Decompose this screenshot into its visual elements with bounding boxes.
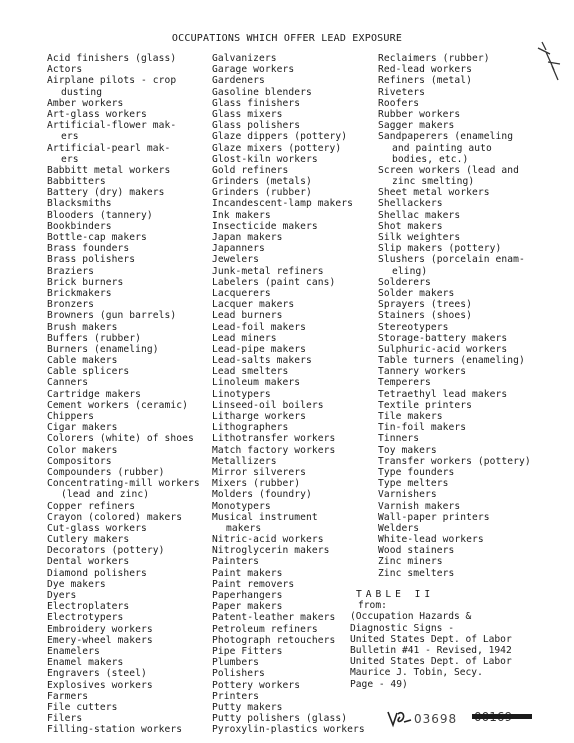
occupation-entry: Rubber workers xyxy=(378,108,461,120)
occupation-entry: Plumbers xyxy=(212,657,260,669)
table-source-line: United States Dept. of Labor xyxy=(350,656,512,668)
occupation-entry: Type melters xyxy=(378,478,449,490)
occupation-entry: Tin-foil makers xyxy=(378,422,467,434)
occupation-entry: Paint removers xyxy=(212,578,295,590)
occupation-entry: Electrotypers xyxy=(47,612,124,624)
occupation-entry: and painting auto xyxy=(392,142,492,154)
occupation-entry: Copper refiners xyxy=(47,500,136,512)
occupation-entry: Engravers (steel) xyxy=(47,668,147,680)
handwritten-initials xyxy=(386,708,414,728)
occupation-entry: Transfer workers (pottery) xyxy=(378,455,531,467)
occupation-entry: Welders xyxy=(378,522,420,534)
table-source-line: (Occupation Hazards & xyxy=(350,611,472,623)
struck-out-number xyxy=(472,709,532,725)
occupation-entry: Emery-wheel makers xyxy=(47,634,153,646)
occupation-entry: Paper makers xyxy=(212,601,283,613)
table-source-line: Page - 49) xyxy=(350,678,408,690)
occupation-entry: Brush makers xyxy=(47,321,118,333)
occupation-entry: Lead-foil makers xyxy=(212,321,307,333)
occupation-entry: Battery (dry) makers xyxy=(47,187,165,199)
occupation-entry: Zinc miners xyxy=(378,556,443,568)
table-source-line: Diagnostic Signs - xyxy=(350,622,454,634)
occupation-entry: Insecticide makers xyxy=(212,220,318,232)
table-source-note xyxy=(350,589,512,690)
occupation-column-1 xyxy=(47,53,212,735)
occupation-entry: Paint makers xyxy=(212,567,283,579)
occupation-entry: Varnishers xyxy=(378,489,437,501)
occupation-entry: Match factory workers xyxy=(212,444,336,456)
occupation-entry: Paperhangers xyxy=(212,590,283,601)
occupation-entry: Toy makers xyxy=(378,444,437,456)
occupation-entry: Silk weighters xyxy=(378,232,461,243)
occupation-entry: Glass finishers xyxy=(212,97,301,109)
occupation-entry: Cigar makers xyxy=(47,422,118,434)
occupation-entry: Diamond polishers xyxy=(47,567,147,579)
occupation-entry: Gardeners xyxy=(212,75,265,87)
occupation-entry: eling) xyxy=(392,265,428,277)
occupation-entry: Mixers (rubber) xyxy=(212,478,301,490)
occupation-entry: Airplane pilots - crop xyxy=(47,75,177,87)
occupation-entry: Japan makers xyxy=(212,232,283,243)
occupation-entry: Farmers xyxy=(47,690,89,702)
occupation-entry: Solderers xyxy=(378,276,431,288)
occupation-entry: Storage-battery makers xyxy=(378,332,508,344)
occupation-entry: Lead miners xyxy=(212,332,277,344)
occupation-entry: Filling-station workers xyxy=(47,724,183,736)
occupation-entry: (lead and zinc) xyxy=(61,489,150,501)
occupation-entry: Linseed-oil boilers xyxy=(212,399,324,411)
occupation-entry: Cut-glass workers xyxy=(47,522,147,534)
document-title: OCCUPATIONS WHICH OFFER LEAD EXPOSURE xyxy=(171,33,403,44)
occupation-entry: Enamelers xyxy=(47,645,100,657)
occupation-entry: Blacksmiths xyxy=(47,198,112,210)
occupation-entry: Glost-kiln workers xyxy=(212,153,318,165)
occupation-entry: Grinders (metals) xyxy=(212,176,312,188)
occupation-entry: Brick burners xyxy=(47,276,124,288)
occupation-entry: Polishers xyxy=(212,668,265,680)
occupation-entry: Metallizers xyxy=(212,455,277,467)
occupation-entry: Babbitt metal workers xyxy=(47,164,171,176)
occupation-entry: Pottery workers xyxy=(212,679,301,691)
occupation-entry: Dyers xyxy=(47,590,77,601)
occupation-entry: Musical instrument xyxy=(212,511,318,523)
occupation-entry: Glass polishers xyxy=(212,120,301,132)
occupation-entry: Japanners xyxy=(212,243,265,255)
occupation-entry: zinc smelting) xyxy=(392,176,475,188)
occupation-entry: Varnish makers xyxy=(378,500,461,512)
occupation-entry: Printers xyxy=(212,690,260,702)
occupation-entry: Sandpaperers (enameling xyxy=(378,131,514,143)
occupation-entry: Monotypers xyxy=(212,500,271,512)
occupation-entry: Lacquerers xyxy=(212,287,271,299)
occupation-entry: Jewelers xyxy=(212,254,260,266)
occupation-entry: Solder makers xyxy=(378,287,455,299)
occupation-entry: Decorators (pottery) xyxy=(47,545,165,557)
occupation-entry: Lacquer makers xyxy=(212,299,295,311)
occupation-entry: Zinc smelters xyxy=(378,567,455,579)
table-source-line: United States Dept. of Labor xyxy=(350,633,512,645)
occupation-entry: Amber workers xyxy=(47,97,124,109)
occupation-entry: ers xyxy=(61,153,79,165)
occupation-entry: Nitric-acid workers xyxy=(212,534,324,546)
occupation-entry: Sprayers (trees) xyxy=(378,299,473,311)
occupation-entry: Cable splicers xyxy=(47,366,130,378)
ink-smudge xyxy=(532,40,562,86)
occupation-entry: Bottle-cap makers xyxy=(47,232,147,243)
occupation-entry: Gasoline blenders xyxy=(212,86,312,98)
occupation-entry: Dental workers xyxy=(47,556,130,568)
occupation-entry: Cement workers (ceramic) xyxy=(47,399,189,411)
table-from-label: from: xyxy=(358,600,387,612)
occupation-entry: Lead smelters xyxy=(212,366,289,378)
occupation-entry: Slushers (porcelain enam- xyxy=(378,254,525,266)
occupation-entry: Compounders (rubber) xyxy=(47,466,165,478)
occupation-entry: makers xyxy=(226,522,262,534)
occupation-column-3 xyxy=(378,53,563,579)
occupation-entry: Artificial-flower mak- xyxy=(47,120,177,132)
occupation-entry: Embroidery workers xyxy=(47,623,153,635)
occupation-entry: Bookbinders xyxy=(47,220,112,232)
occupation-entry: Reclaimers (rubber) xyxy=(378,53,490,64)
occupation-entry: Linotypers xyxy=(212,388,271,400)
occupation-entry: Textile printers xyxy=(378,399,473,411)
occupation-entry: Lead burners xyxy=(212,310,283,322)
occupation-entry: Babbitters xyxy=(47,176,106,188)
occupation-entry: Enamel makers xyxy=(47,657,124,669)
occupation-entry: Slip makers (pottery) xyxy=(378,243,502,255)
occupation-entry: Labelers (paint cans) xyxy=(212,276,336,288)
occupation-entry: Refiners (metal) xyxy=(378,75,473,87)
occupation-entry: Dye makers xyxy=(47,578,106,590)
occupation-entry: Cartridge makers xyxy=(47,388,142,400)
occupation-entry: Actors xyxy=(47,64,83,76)
occupation-entry: Acid finishers (glass) xyxy=(47,53,177,64)
occupation-entry: Compositors xyxy=(47,455,112,467)
occupation-entry: Concentrating-mill workers xyxy=(47,478,200,490)
table-heading: TABLE II xyxy=(356,589,435,600)
occupation-entry: Color makers xyxy=(47,444,118,456)
occupation-entry: Pyroxylin-plastics workers xyxy=(212,724,365,736)
occupation-entry: Shot makers xyxy=(378,220,443,232)
document-number: 03698 xyxy=(414,712,458,726)
occupation-entry: Colorers (white) of shoes xyxy=(47,433,194,445)
occupation-entry: Wood stainers xyxy=(378,545,455,557)
occupation-entry: Lithotransfer workers xyxy=(212,433,336,445)
occupation-entry: File cutters xyxy=(47,701,118,713)
occupation-entry: Screen workers (lead and xyxy=(378,164,520,176)
occupation-entry: Ink makers xyxy=(212,209,271,221)
occupation-entry: Canners xyxy=(47,377,89,389)
occupation-entry: Wall-paper printers xyxy=(378,511,490,523)
occupation-entry: Red-lead workers xyxy=(378,64,473,76)
occupation-entry: White-lead workers xyxy=(378,534,484,546)
occupation-entry: Painters xyxy=(212,556,260,568)
occupation-entry: Chippers xyxy=(47,411,95,422)
occupation-entry: Lead-pipe makers xyxy=(212,343,307,355)
occupation-entry: Brass founders xyxy=(47,243,130,255)
occupation-entry: Riveters xyxy=(378,86,426,98)
occupation-entry: Tile makers xyxy=(378,411,443,422)
occupation-entry: Lithographers xyxy=(212,422,289,434)
occupation-entry: Burners (enameling) xyxy=(47,343,159,355)
occupation-entry: Putty polishers (glass) xyxy=(212,713,348,725)
occupation-entry: Gold refiners xyxy=(212,164,289,176)
occupation-entry: Crayon (colored) makers xyxy=(47,511,183,523)
occupation-entry: Roofers xyxy=(378,97,420,109)
occupation-entry: Table turners (enameling) xyxy=(378,355,525,367)
occupation-entry: Sagger makers xyxy=(378,120,455,132)
occupation-entry: Molders (foundry) xyxy=(212,489,312,501)
occupation-entry: Stereotypers xyxy=(378,321,449,333)
occupation-entry: Stainers (shoes) xyxy=(378,310,473,322)
occupation-entry: Tetraethyl lead makers xyxy=(378,388,508,400)
occupation-entry: Brickmakers xyxy=(47,287,112,299)
occupation-entry: Incandescent-lamp makers xyxy=(212,198,354,210)
occupation-entry: Cable makers xyxy=(47,355,118,367)
occupation-entry: Petroleum refiners xyxy=(212,623,318,635)
occupation-entry: Bronzers xyxy=(47,299,95,311)
occupation-entry: Sheet metal workers xyxy=(378,187,490,199)
occupation-entry: Explosives workers xyxy=(47,679,153,691)
occupation-entry: Junk-metal refiners xyxy=(212,265,324,277)
occupation-entry: Electroplaters xyxy=(47,601,130,613)
occupation-entry: Shellackers xyxy=(378,198,443,210)
occupation-entry: Pipe Fitters xyxy=(212,645,283,657)
occupation-entry: Tannery workers xyxy=(378,366,467,378)
table-source-line: Maurice J. Tobin, Secy. xyxy=(350,667,483,679)
occupation-entry: Linoleum makers xyxy=(212,377,301,389)
occupation-entry: Blooders (tannery) xyxy=(47,209,153,221)
occupation-entry: Garage workers xyxy=(212,64,295,76)
occupation-entry: Tinners xyxy=(378,433,420,445)
occupation-entry: bodies, etc.) xyxy=(392,153,469,165)
occupation-entry: Glaze mixers (pottery) xyxy=(212,142,342,154)
occupation-entry: Filers xyxy=(47,713,83,725)
occupation-entry: Grinders (rubber) xyxy=(212,187,312,199)
occupation-entry: Patent-leather makers xyxy=(212,612,336,624)
occupation-entry: Photograph retouchers xyxy=(212,634,336,646)
occupation-entry: Sulphuric-acid workers xyxy=(378,343,508,355)
occupation-entry: Buffers (rubber) xyxy=(47,332,142,344)
occupation-entry: Lead-salts makers xyxy=(212,355,312,367)
occupation-entry: ers xyxy=(61,131,79,143)
occupation-entry: Art-glass workers xyxy=(47,108,147,120)
occupation-entry: Litharge workers xyxy=(212,411,307,422)
occupation-entry: Temperers xyxy=(378,377,431,389)
occupation-entry: Braziers xyxy=(47,265,95,277)
occupation-entry: Glass mixers xyxy=(212,108,283,120)
occupation-entry: Cutlery makers xyxy=(47,534,130,546)
occupation-entry: Galvanizers xyxy=(212,53,277,64)
occupation-entry: Browners (gun barrels) xyxy=(47,310,177,322)
occupation-entry: Glaze dippers (pottery) xyxy=(212,131,348,143)
occupation-entry: Putty makers xyxy=(212,701,283,713)
occupation-entry: Type founders xyxy=(378,466,455,478)
occupation-entry: Nitroglycerin makers xyxy=(212,545,330,557)
occupation-entry: dusting xyxy=(61,86,103,98)
occupation-entry: Mirror silverers xyxy=(212,466,307,478)
occupation-entry: Artificial-pearl mak- xyxy=(47,142,171,154)
table-source-line: Bulletin #41 - Revised, 1942 xyxy=(350,644,512,656)
occupation-entry: Brass polishers xyxy=(47,254,136,266)
occupation-entry: Shellac makers xyxy=(378,209,461,221)
